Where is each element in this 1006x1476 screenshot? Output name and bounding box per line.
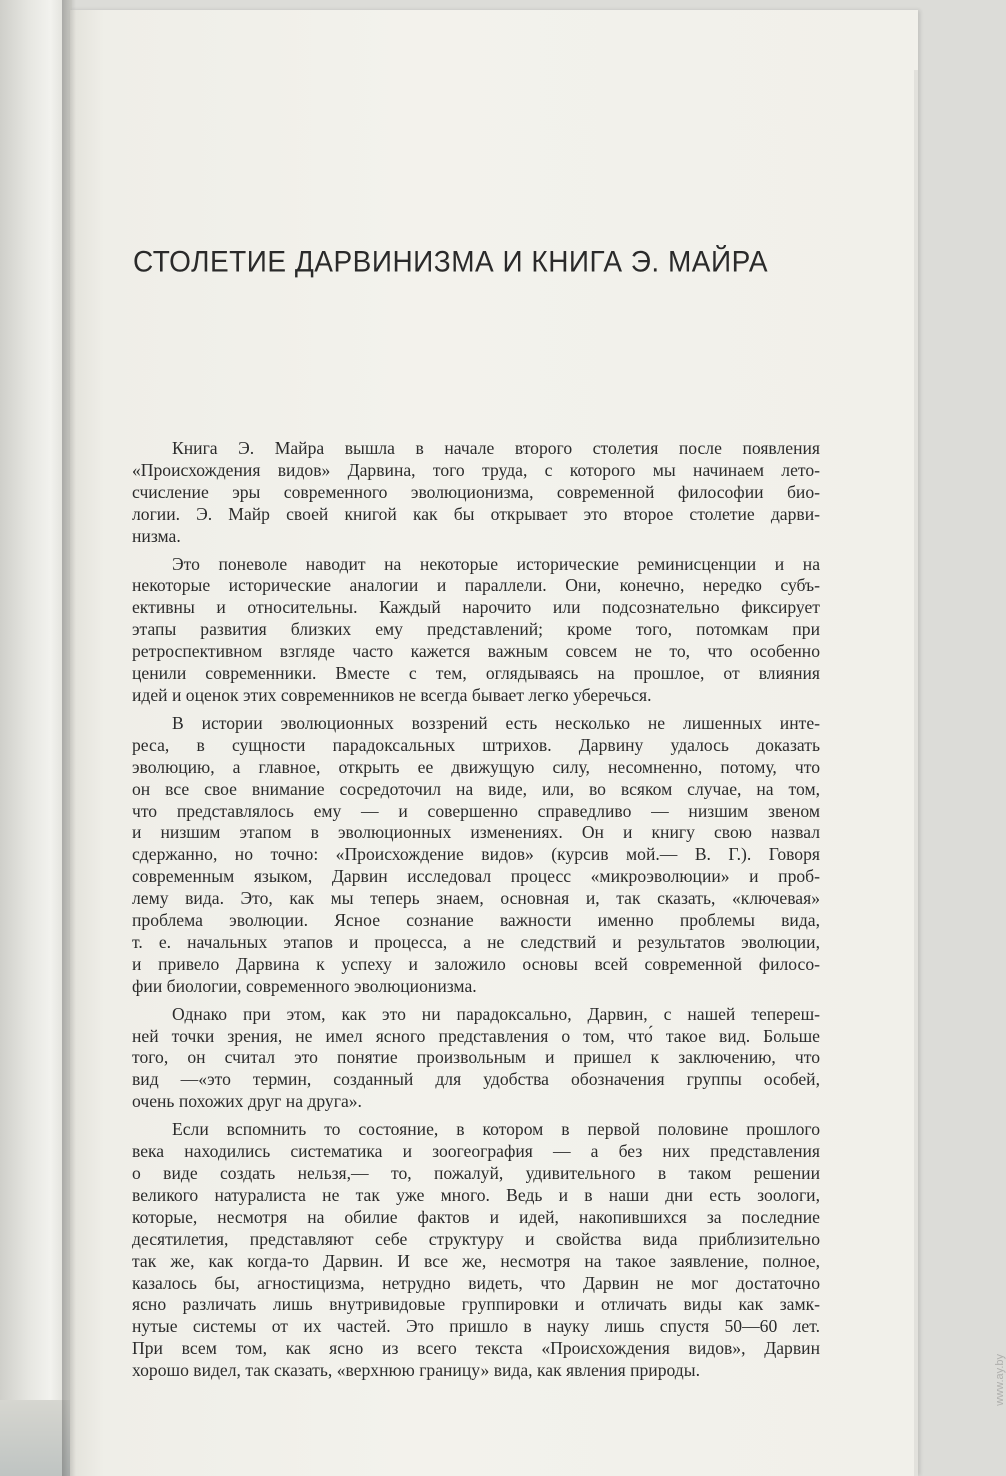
text-line: ясно различать лишь внутривидовые группировки и отличать виды как замк- bbox=[132, 1294, 820, 1315]
text-line: счисление эры современного эволюционизма, современной философии био- bbox=[132, 481, 820, 502]
paragraph bbox=[132, 713, 820, 998]
text-line: проблема эволюции. Ясное сознание важности именно проблемы вида, bbox=[132, 910, 820, 931]
text-line: эволюцию, а главное, открыть ее движущую силу, несомненно, потому, что bbox=[132, 756, 820, 777]
text-line: хорошо видел, так сказать, «верхнюю границу» вида, как явления природы. bbox=[132, 1360, 700, 1381]
text-line: ретроспективном взгляде часто кажется важным совсем не то, что особенно bbox=[132, 641, 820, 662]
text-line: очень похожих друг на друга». bbox=[132, 1091, 362, 1112]
text-line: т. е. начальных этапов и процесса, а не следствий и результатов эволюции, bbox=[132, 931, 820, 952]
text-line: логии. Э. Майр своей книгой как бы открывает это второе столетие дарви- bbox=[132, 503, 820, 524]
text-line: и привело Дарвина к успеху и заложило основы всей современной филосо- bbox=[132, 953, 820, 974]
text-line: ней точки зрения, не имел ясного представления о том, что́ такое вид. Больше bbox=[132, 1025, 820, 1046]
text-line: и низшим этапом в эволюционных изменениях. Он и книгу свою назвал bbox=[132, 822, 820, 843]
text-line: Это поневоле наводит на некоторые исторические реминисценции и на bbox=[172, 553, 820, 574]
paragraph bbox=[132, 1004, 820, 1114]
text-line: нутые системы от их частей. Это пришло в науку лишь спустя 50—60 лет. bbox=[132, 1316, 820, 1337]
text-line: реса, в сущности парадоксальных штрихов. Дарвину удалось доказать bbox=[132, 734, 820, 755]
text-line: низма. bbox=[132, 525, 181, 546]
book-cover-corner bbox=[0, 1400, 70, 1476]
text-line: он все свое внимание сосредоточил на виде, или, во всяком случае, на том, bbox=[132, 778, 820, 799]
watermark-text: www.ay.by bbox=[994, 1354, 1006, 1406]
text-line: века находились систематика и зоогеография — а без них представления bbox=[132, 1141, 820, 1162]
text-line: современным языком, Дарвин исследовал процесс «микроэволюции» и проб- bbox=[132, 866, 820, 887]
text-line: Если вспомнить то состояние, в котором в первой половине прошлого bbox=[172, 1119, 820, 1140]
text-line: того, он считал это понятие произвольным и пришел к заключению, что bbox=[132, 1047, 820, 1068]
text-line: казалось бы, агностицизма, нетрудно видеть, что Дарвин не мог достаточно bbox=[132, 1272, 820, 1293]
text-line: Однако при этом, как это ни парадоксально, Дарвин, с нашей тепереш- bbox=[172, 1003, 820, 1024]
body-text bbox=[132, 438, 820, 1388]
text-line: великого натуралиста не так уже много. Ведь и в наши дни есть зоологи, bbox=[132, 1184, 820, 1205]
text-line: вид —«это термин, созданный для удобства обозначения группы особей, bbox=[132, 1069, 820, 1090]
text-line: сдержанно, но точно: «Происхождение видов» (курсив мой.— В. Г.). Говоря bbox=[132, 844, 820, 865]
text-line: В истории эволюционных воззрений есть несколько не лишенных инте- bbox=[172, 712, 820, 733]
text-line: этапы развития близких ему представлений; кроме того, потомкам при bbox=[132, 619, 820, 640]
spine-shadow bbox=[62, 0, 76, 1476]
paragraph bbox=[132, 554, 820, 707]
text-line: что представлялось ему — и совершенно справедливо — низшим звеном bbox=[132, 800, 820, 821]
text-line: так же, как когда-то Дарвин. И все же, несмотря на такое заявление, полное, bbox=[132, 1250, 820, 1271]
text-line: которые, несмотря на обилие фактов и идей, накопившихся за последние bbox=[132, 1206, 820, 1227]
paragraph bbox=[132, 438, 820, 548]
text-line: десятилетия, представляют себе структуру и свойства вида приблизительно bbox=[132, 1228, 820, 1249]
text-line: Книга Э. Майра вышла в начале второго столетия после появления bbox=[172, 438, 820, 458]
page-edge bbox=[914, 70, 918, 1476]
text-line: «Происхождения видов» Дарвина, того труда, с которого мы начинаем лето- bbox=[132, 459, 820, 480]
text-line: ценили современники. Вместе с тем, оглядываясь на прошлое, от влияния bbox=[132, 663, 820, 684]
text-line: некоторые исторические аналогии и параллели. Они, конечно, нередко субъ- bbox=[132, 575, 820, 596]
text-line: При всем том, как ясно из всего текста «Происхождения видов», Дарвин bbox=[132, 1338, 820, 1359]
text-line: идей и оценок этих современников не всегда бывает легко уберечься. bbox=[132, 684, 652, 705]
text-line: о виде создать нельзя,— то, пожалуй, удивительного в таком решении bbox=[132, 1163, 820, 1183]
text-line: фии биологии, современного эволюционизма. bbox=[132, 975, 477, 996]
text-line: лему вида. Это, как мы теперь знаем, основная и, так сказать, «ключевая» bbox=[132, 888, 820, 909]
text-line: ективны и относительны. Каждый нарочито или подсознательно фиксирует bbox=[132, 597, 820, 618]
chapter-heading: СТОЛЕТИЕ ДАРВИНИЗМА И КНИГА Э. МАЙРА bbox=[133, 245, 769, 278]
paragraph bbox=[132, 1119, 820, 1382]
